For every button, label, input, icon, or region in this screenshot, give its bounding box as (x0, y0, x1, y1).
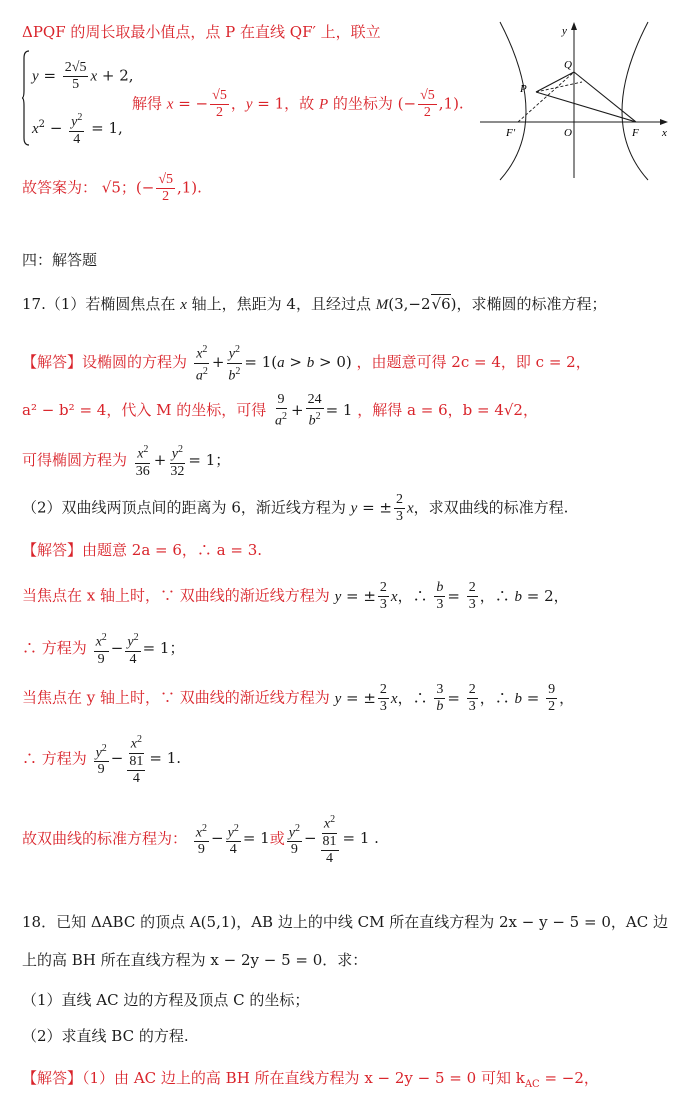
section-title: 四：解答题 (22, 251, 98, 269)
q17-ans2-line2: 当焦点在 x 轴上时，∵ 双曲线的渐近线方程为 y = ± $\frac{2}{3}$ x，∴ $\frac{b}{3}$ = $\frac{2}{3}$ ，∴ b = 2， (22, 580, 569, 612)
label-x: x (662, 127, 667, 139)
q17-ans2-line2-a: 当焦点在 x 轴上时，∵ 双曲线的渐近线方程为 (22, 586, 330, 605)
answer-tag: 【解答】 (22, 541, 83, 559)
q17-ans1-a: 设椭圆的方程为 (82, 353, 188, 372)
q17-p1-prefix: 17.（1）若椭圆焦点在 (22, 295, 176, 313)
final-label: 故双曲线的标准方程为： (22, 829, 188, 848)
q17-p1-mid: 轴上，焦距为 4，且经过点 (191, 295, 371, 313)
q17-ans2-line4-a: 当焦点在 y 轴上时，∵ 双曲线的渐近线方程为 (22, 688, 330, 707)
q18-item1: （1）直线 AC 边的方程及顶点 C 的坐标； (22, 991, 310, 1009)
label-y: y (562, 25, 567, 37)
final-or: 或 (269, 829, 285, 848)
label-p: P (520, 83, 527, 95)
label-f: F (632, 127, 639, 139)
q17-ans1-b: ，由题意可得 2c = 4，即 c = 2， (356, 353, 591, 372)
q17-ans2-line3-text: ∴ 方程为 (22, 638, 87, 657)
answer-tag: 【解答】 (22, 353, 83, 372)
q17-ans1-line2-a: a² − b² = 4，代入 M 的坐标，可得 (22, 400, 267, 419)
hyperbola-figure (478, 16, 674, 182)
system-eq-1: y = $\frac{2√5}{5}$ x + 2, (32, 60, 134, 92)
answer-line: 故答案为： √5；(− $\frac{√5}{2}$ ,1). (22, 172, 202, 204)
label-o: O (564, 127, 572, 139)
q17-ans2-line5: ∴ 方程为 $\frac{y^2}{9}$ − $\frac{x^2}{\frac{81}{4}}$ = 1. (22, 734, 182, 786)
q17-p1-suffix: ，求椭圆的标准方程； (456, 295, 607, 313)
q17-ans2-line4: 当焦点在 y 轴上时，∵ 双曲线的渐近线方程为 y = ± $\frac{2}{3}$ x，∴ $\frac{3}{b}$ = $\frac{2}{3}$ ，∴ b = $\frac{9}{2}$ ， (22, 682, 575, 714)
q17-final: 故双曲线的标准方程为： $\frac{x^2}{9}$ − $\frac{y^2}{4}$ = 1或 $\frac{y^2}{9}$ − $\frac{x^2}{\frac{81}{4}}$ = 1 . (22, 814, 379, 866)
answer-tag: 【解答】 (22, 1069, 83, 1087)
q17-ans2-line5-text: ∴ 方程为 (22, 749, 87, 768)
q17-p2-suffix: ，求双曲线的标准方程. (413, 498, 569, 517)
line-top-1: ΔPQF 的周长取最小值点，点 P 在直线 QF′ 上，联立 (22, 23, 381, 41)
label-q: Q (564, 59, 572, 71)
q17-p2-prefix: （2）双曲线两顶点间的距离为 6，渐近线方程为 (22, 498, 346, 517)
q17-ans1-line2-b: ，解得 a = 6，b = 4√2， (357, 400, 538, 419)
answer-label: 故答案为： (22, 178, 98, 197)
label-f-prime: F′ (506, 127, 516, 139)
q17-part1: 17.（1）若椭圆焦点在 x 轴上，焦距为 4，且经过点 M(3,−2√6)，求椭圆的标准方程； (22, 295, 607, 313)
q18-line1: 18．已知 ΔABC 的顶点 A(5,1)，AB 边上的中线 CM 所在直线方程为 2x − y − 5 = 0，AC 边 (22, 913, 668, 931)
q18-ans-sub: AC (524, 1079, 540, 1090)
system-eq-2: $x^2$ − $\frac{y^2}{4}$ = 1, (32, 112, 123, 147)
q17-ans2-line1-text: 由题意 2a = 6，∴ a = 3. (82, 541, 263, 559)
q17-ans2-line1 (22, 540, 262, 560)
q18-ans-end: = −2， (539, 1069, 599, 1087)
q18-line2: 上的高 BH 所在直线方程为 x − 2y − 5 = 0．求： (22, 951, 368, 969)
brace-icon (22, 50, 30, 146)
q17-answer-line2: a² − b² = 4，代入 M 的坐标，可得 $\frac{9}{a^2}$ + $\frac{24}{b^2}$ = 1 ，解得 a = 6，b = 4√2， (22, 392, 538, 429)
q18-answer (22, 1068, 599, 1095)
q17-answer-line3: 可得椭圆方程为 $\frac{x^2}{36}$ + $\frac{y^2}{32}$ = 1； (22, 444, 231, 479)
q17-ans2-line3: ∴ 方程为 $\frac{x^2}{9}$ − $\frac{y^2}{4}$ = 1； (22, 632, 185, 667)
q18-ans-text: （1）由 AC 边上的高 BH 所在直线方程为 x − 2y − 5 = 0 可知 k (82, 1069, 525, 1087)
q17-ans1-line3: 可得椭圆方程为 (22, 450, 128, 469)
q17-answer-line1: 【解答】设椭圆的方程为 $\frac{x^2}{a^2}$ + $\frac{y^2}{b^2}$ = 1(a > b > 0) ，由题意可得 2c = 4，即 c = 2， (22, 344, 591, 384)
solve-line: 解得 x = − $\frac{√5}{2}$ ，y = 1，故 P 的坐标为 (− $\frac{√5}{2}$ ,1). (132, 88, 464, 120)
q17-part2: （2）双曲线两顶点间的距离为 6，渐近线方程为 y = ± $\frac{2}{3}$ x，求双曲线的标准方程. (22, 492, 569, 524)
q18-item2: （2）求直线 BC 的方程. (22, 1027, 189, 1045)
text-line (22, 22, 381, 42)
